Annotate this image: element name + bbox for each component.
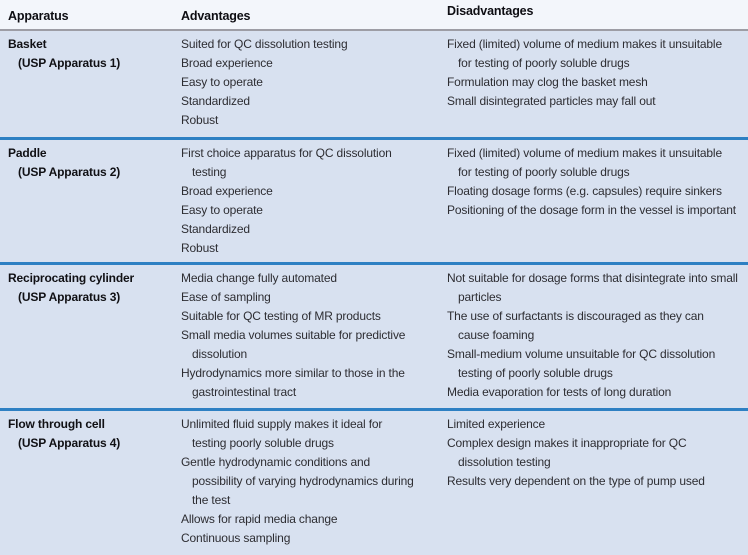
apparatus-name: Reciprocating cylinder xyxy=(8,271,135,285)
advantages-cell xyxy=(181,35,445,137)
disadvantage-item: Media evaporation for tests of long duration xyxy=(447,385,672,399)
advantages-cell xyxy=(181,144,445,262)
advantages-cell xyxy=(181,269,445,408)
apparatus-name: Basket xyxy=(8,37,47,51)
apparatus-usp-label: (USP Apparatus 4) xyxy=(18,436,121,450)
advantage-item: Standardized xyxy=(181,94,250,108)
disadvantage-item: Fixed (limited) volume of medium makes it unsuitable for testing of poorly soluble drugs xyxy=(447,37,722,70)
advantage-item: Suited for QC dissolution testing xyxy=(181,37,348,51)
disadvantages-cell xyxy=(445,269,748,408)
advantage-item: Media change fully automated xyxy=(181,271,337,285)
apparatus-cell xyxy=(0,415,181,552)
table-body xyxy=(0,31,748,552)
apparatus-usp-label: (USP Apparatus 1) xyxy=(18,56,121,70)
table-row xyxy=(0,408,748,552)
apparatus-name: Flow through cell xyxy=(8,417,105,431)
advantages-cell xyxy=(181,415,445,552)
column-header-advantages: Advantages xyxy=(181,9,251,23)
table-header-row xyxy=(0,0,748,31)
disadvantage-item: Floating dosage forms (e.g. capsules) require sinkers xyxy=(447,184,722,198)
column-header-apparatus: Apparatus xyxy=(8,9,69,23)
disadvantages-cell xyxy=(445,415,748,552)
advantage-item: Allows for rapid media change xyxy=(181,512,338,526)
apparatus-cell xyxy=(0,144,181,262)
disadvantages-cell xyxy=(445,35,748,137)
advantage-item: Easy to operate xyxy=(181,203,263,217)
apparatus-name: Paddle xyxy=(8,146,47,160)
advantage-item: Easy to operate xyxy=(181,75,263,89)
advantage-item: Suitable for QC testing of MR products xyxy=(181,309,381,323)
apparatus-cell xyxy=(0,35,181,137)
table-row xyxy=(0,31,748,137)
disadvantage-item: Formulation may clog the basket mesh xyxy=(447,75,648,89)
advantage-item: Robust xyxy=(181,113,219,127)
advantage-item: Robust xyxy=(181,241,219,255)
table-row xyxy=(0,262,748,408)
disadvantages-cell xyxy=(445,144,748,262)
advantage-item: Standardized xyxy=(181,222,250,236)
advantage-item: Gentle hydrodynamic conditions and possibility of varying hydrodynamics during the test xyxy=(181,455,414,507)
disadvantage-item: Small disintegrated particles may fall out xyxy=(447,94,656,108)
advantage-item: Small media volumes suitable for predictive dissolution xyxy=(181,328,406,361)
apparatus-usp-label: (USP Apparatus 2) xyxy=(18,165,121,179)
advantage-item: Broad experience xyxy=(181,184,273,198)
apparatus-cell xyxy=(0,269,181,408)
advantage-item: Broad experience xyxy=(181,56,273,70)
advantage-item: Ease of sampling xyxy=(181,290,271,304)
disadvantage-item: Positioning of the dosage form in the vessel is important xyxy=(447,203,736,217)
column-header-disadvantages: Disadvantages xyxy=(447,4,534,18)
disadvantage-item: The use of surfactants is discouraged as they can cause foaming xyxy=(447,309,704,342)
advantage-item: Continuous sampling xyxy=(181,531,291,545)
disadvantage-item: Results very dependent on the type of pump used xyxy=(447,474,705,488)
disadvantage-item: Complex design makes it inappropriate for QC dissolution testing xyxy=(447,436,687,469)
disadvantage-item: Fixed (limited) volume of medium makes it unsuitable for testing of poorly soluble drugs xyxy=(447,146,722,179)
table-row xyxy=(0,137,748,262)
apparatus-usp-label: (USP Apparatus 3) xyxy=(18,290,121,304)
disadvantage-item: Limited experience xyxy=(447,417,546,431)
advantage-item: First choice apparatus for QC dissolution testing xyxy=(181,146,392,179)
disadvantage-item: Not suitable for dosage forms that disintegrate into small particles xyxy=(447,271,738,304)
advantage-item: Hydrodynamics more similar to those in the gastrointestinal tract xyxy=(181,366,405,399)
disadvantage-item: Small-medium volume unsuitable for QC dissolution testing of poorly soluble drugs xyxy=(447,347,716,380)
advantage-item: Unlimited fluid supply makes it ideal for testing poorly soluble drugs xyxy=(181,417,383,450)
